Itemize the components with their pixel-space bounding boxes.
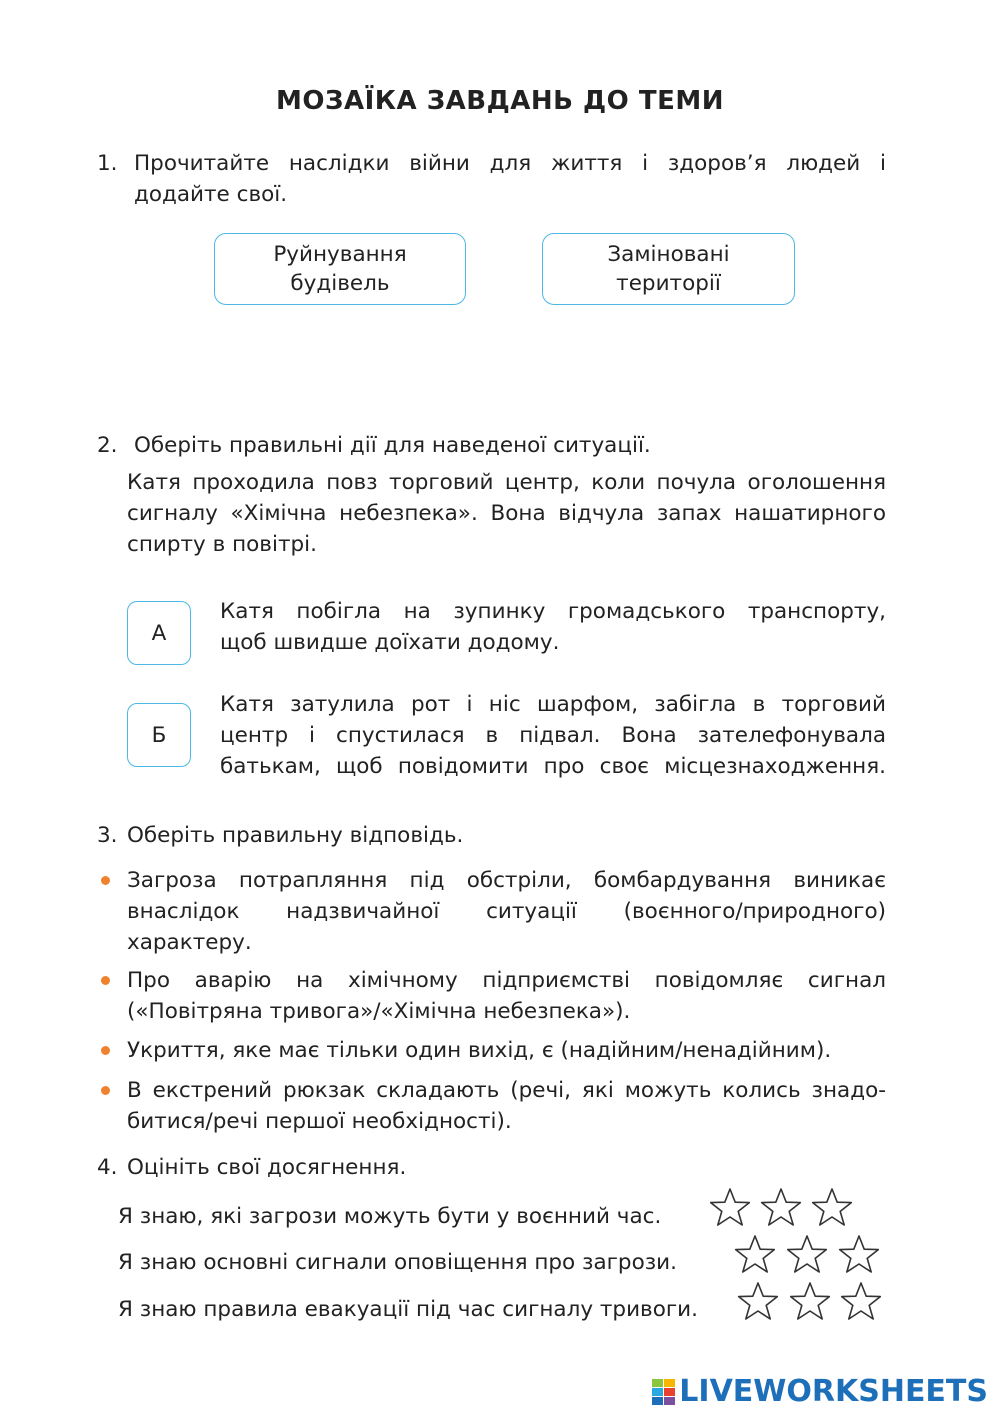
task2-heading: Оберіть правильні дії для наведеної ситуації.: [134, 433, 651, 458]
liveworksheets-logo[interactable]: [652, 1374, 988, 1409]
task3-item-line: битися/речі першої необхідності).: [127, 1109, 512, 1134]
option-b-text-line: батькам, щоб повідомити про своє місцезнаходження.: [220, 754, 886, 779]
option-a-text-line: Катя побігла на зупинку громадського транспорту,: [220, 599, 886, 624]
option-b-text-line: Катя затулила рот і ніс шарфом, забігла в торговий: [220, 692, 886, 717]
self-assessment-statement: Я знаю основні сигнали оповіщення про загрози.: [118, 1250, 677, 1275]
task3-number: 3.: [97, 823, 118, 848]
star-icon[interactable]: [734, 1234, 776, 1276]
task1-text-line1: Прочитайте наслідки війни для життя і здоров’я людей і: [134, 151, 886, 176]
task3-item-line: Загроза потрапляння під обстріли, бомбардування виникає: [127, 868, 886, 893]
task2-situation-line: сигналу «Хімічна небезпека». Вона відчула запах нашатирного: [127, 501, 886, 526]
page-title: МОЗАЇКА ЗАВДАНЬ ДО ТЕМИ: [276, 86, 724, 116]
consequence-box-line: території: [616, 271, 721, 296]
star-icon[interactable]: [811, 1187, 853, 1229]
task3-item-line: («Повітряна тривога»/«Хімічна небезпека»).: [127, 999, 631, 1024]
task1-text-line2: додайте свої.: [134, 182, 288, 207]
star-icon[interactable]: [838, 1234, 880, 1276]
consequence-box-destruction: [214, 233, 466, 305]
task2-number: 2.: [97, 433, 118, 458]
option-b-label: Б: [151, 722, 167, 748]
task3-item-line: Про аварію на хімічному підприємстві повідомляє сигнал: [127, 968, 886, 993]
star-icon[interactable]: [709, 1187, 751, 1229]
liveworksheets-logo-text: LIVEWORKSHEETS: [679, 1374, 988, 1409]
self-assessment-statement: Я знаю, які загрози можуть бути у воєнний час.: [118, 1204, 662, 1229]
consequence-box-line: Руйнування: [273, 242, 407, 267]
option-a-box[interactable]: [127, 601, 191, 665]
task1-number: 1.: [97, 151, 118, 176]
liveworksheets-logo-icon: [652, 1379, 676, 1405]
star-icon[interactable]: [737, 1281, 779, 1323]
bullet-icon: [101, 1046, 110, 1055]
task3-item-line: внаслідок надзвичайної ситуації (воєнного/природного): [127, 899, 886, 924]
bullet-icon: [101, 876, 110, 885]
task3-item-line: Укриття, яке має тільки один вихід, є (надійним/ненадійним).: [127, 1038, 832, 1063]
bullet-icon: [101, 976, 110, 985]
bullet-icon: [101, 1086, 110, 1095]
consequence-box-mined: [542, 233, 795, 305]
task2-situation-line: Катя проходила повз торговий центр, коли почула оголошення: [127, 470, 886, 495]
task3-item-line: характеру.: [127, 930, 252, 955]
consequence-box-line: будівель: [290, 271, 390, 296]
option-a-text-line: щоб швидше доїхати додому.: [220, 630, 560, 655]
task4-number: 4.: [97, 1155, 118, 1180]
self-assessment-statement: Я знаю правила евакуації під час сигналу тривоги.: [118, 1297, 698, 1322]
option-b-text-line: центр і спустилася в підвал. Вона зателефонувала: [220, 723, 886, 748]
star-icon[interactable]: [789, 1281, 831, 1323]
consequence-box-line: Заміновані: [607, 242, 730, 267]
option-b-box[interactable]: [127, 703, 191, 767]
task4-heading: Оцініть свої досягнення.: [127, 1155, 407, 1180]
option-a-label: А: [151, 620, 167, 646]
task2-situation-line: спирту в повітрі.: [127, 532, 317, 557]
star-icon[interactable]: [786, 1234, 828, 1276]
task3-heading: Оберіть правильну відповідь.: [127, 823, 464, 848]
star-icon[interactable]: [760, 1187, 802, 1229]
task3-item-line: В екстрений рюкзак складають (речі, які можуть колись знадо-: [127, 1078, 886, 1103]
star-icon[interactable]: [840, 1281, 882, 1323]
